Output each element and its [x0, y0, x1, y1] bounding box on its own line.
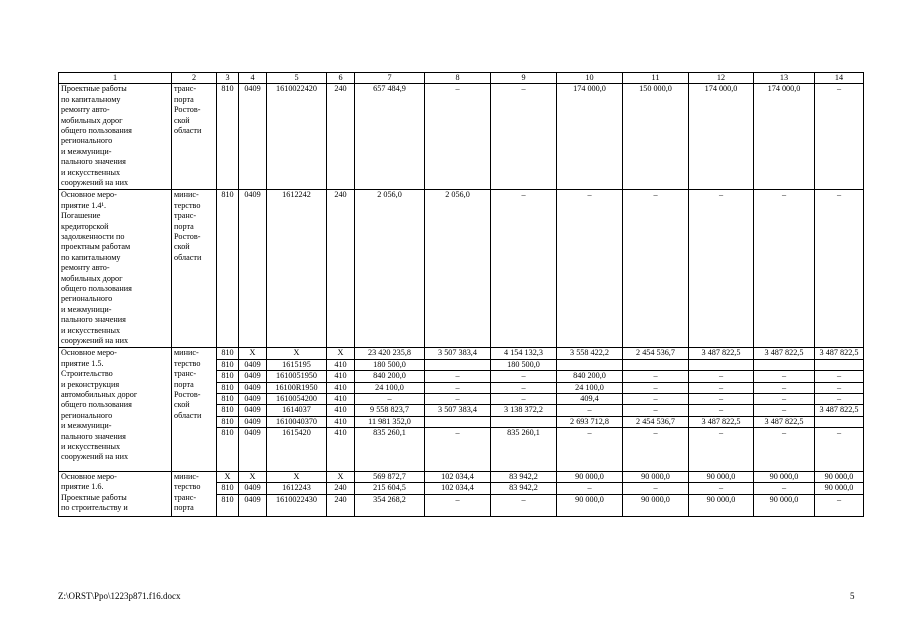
executor-cell — [172, 348, 217, 471]
value-cell: 3 507 383,4 — [425, 348, 491, 359]
value-cell: – — [557, 428, 623, 472]
footer-page-number: 5 — [850, 591, 855, 601]
activity-name-line: общего пользования — [61, 126, 132, 136]
value-cell: Х — [267, 471, 327, 482]
value-cell: – — [425, 494, 491, 517]
column-number-1: 1 — [59, 73, 172, 84]
activity-name-line: приятие 1.6. — [61, 482, 104, 492]
value-cell: – — [425, 371, 491, 382]
value-cell: – — [689, 382, 754, 393]
value-cell: 4 154 132,3 — [491, 348, 557, 359]
activity-name-line: сооружений на них — [61, 452, 129, 462]
value-cell: 2 454 536,7 — [623, 348, 689, 359]
value-cell: 1614037 — [267, 405, 327, 416]
value-cell: 0409 — [239, 428, 267, 472]
activity-name-line: пального значения — [61, 157, 126, 167]
value-cell: 102 034,4 — [425, 471, 491, 482]
value-cell: – — [623, 371, 689, 382]
value-cell: 3 487 822,5 — [815, 348, 864, 359]
value-cell: 810 — [217, 494, 239, 517]
column-number-14: 14 — [815, 73, 864, 84]
value-cell: 810 — [217, 84, 239, 190]
table-row — [59, 471, 864, 482]
executor-cell — [172, 190, 217, 348]
value-cell: 835 260,1 — [355, 428, 425, 472]
executor-line: минис- — [174, 190, 199, 200]
value-cell: 2 693 712,8 — [557, 416, 623, 427]
value-cell: – — [623, 483, 689, 494]
executor-cell — [172, 471, 217, 517]
value-cell: 3 487 822,5 — [754, 348, 815, 359]
executor-line: области — [174, 126, 202, 136]
value-cell: 3 138 372,2 — [491, 405, 557, 416]
activity-name-line: Проектные работы — [61, 84, 127, 94]
value-cell: 810 — [217, 394, 239, 405]
executor-line: транс- — [174, 369, 197, 379]
activity-name-line: регионального — [61, 136, 113, 146]
value-cell — [425, 359, 491, 370]
executor-line: области — [174, 410, 202, 420]
value-cell: – — [491, 190, 557, 348]
value-cell: 0409 — [239, 190, 267, 348]
activity-name-line: по строительству и — [61, 503, 128, 513]
value-cell: 3 558 422,2 — [557, 348, 623, 359]
value-cell: Х — [239, 471, 267, 482]
value-cell: – — [689, 405, 754, 416]
value-cell: 90 000,0 — [689, 471, 754, 482]
value-cell: – — [754, 190, 815, 348]
value-cell — [425, 416, 491, 427]
value-cell: 2 454 536,7 — [623, 416, 689, 427]
activity-name-line: Основное меро- — [61, 348, 117, 358]
value-cell: 0409 — [239, 405, 267, 416]
value-cell: – — [623, 394, 689, 405]
value-cell — [754, 359, 815, 370]
executor-line: транс- — [174, 211, 197, 221]
value-cell: 1612242 — [267, 190, 327, 348]
activity-name-line: Проектные работы — [61, 492, 127, 502]
value-cell: – — [491, 84, 557, 190]
activity-name-line: мобильных дорог — [61, 273, 123, 283]
executor-line: терство — [174, 358, 201, 368]
value-cell: 3 487 822,5 — [754, 416, 815, 427]
value-cell: 2 056,0 — [425, 190, 491, 348]
executor-line: транс- — [174, 84, 197, 94]
value-cell: – — [815, 494, 864, 517]
table-row — [59, 84, 864, 190]
activity-name-line: и реконструкция — [61, 379, 120, 389]
value-cell: – — [754, 483, 815, 494]
value-cell: 3 487 822,5 — [689, 348, 754, 359]
executor-line: порта — [174, 379, 194, 389]
activity-name-line: сооружений на них — [61, 178, 129, 188]
activity-name-line: пального значения — [61, 315, 126, 325]
value-cell: – — [623, 382, 689, 393]
value-cell: – — [557, 483, 623, 494]
value-cell: – — [425, 428, 491, 472]
value-cell: 90 000,0 — [557, 494, 623, 517]
value-cell: 24 100,0 — [557, 382, 623, 393]
value-cell — [623, 359, 689, 370]
executor-line: минис- — [174, 348, 199, 358]
value-cell: – — [355, 394, 425, 405]
activity-name-line: общего пользования — [61, 284, 132, 294]
activity-name-line: и межмуници- — [61, 146, 112, 156]
table-row — [59, 348, 864, 359]
column-number-3: 3 — [217, 73, 239, 84]
value-cell: – — [815, 84, 864, 190]
value-cell: 810 — [217, 428, 239, 472]
activity-name-line: и искусственных — [61, 325, 121, 335]
table-header-row — [59, 73, 864, 84]
activity-name-line: регионального — [61, 294, 113, 304]
value-cell: – — [754, 405, 815, 416]
value-cell: 174 000,0 — [557, 84, 623, 190]
column-number-10: 10 — [557, 73, 623, 84]
value-cell: 410 — [327, 428, 355, 472]
value-cell: – — [815, 371, 864, 382]
value-cell: 810 — [217, 483, 239, 494]
column-number-7: 7 — [355, 73, 425, 84]
value-cell: 3 507 383,4 — [425, 405, 491, 416]
value-cell — [815, 359, 864, 370]
value-cell — [491, 416, 557, 427]
activity-name-line: Основное меро- — [61, 190, 117, 200]
activity-name-line: сооружений на них — [61, 336, 129, 346]
value-cell: – — [557, 405, 623, 416]
value-cell: – — [491, 494, 557, 517]
executor-line: Ростов- — [174, 232, 201, 242]
activity-name-line: Основное меро- — [61, 471, 117, 481]
column-number-5: 5 — [267, 73, 327, 84]
column-number-9: 9 — [491, 73, 557, 84]
value-cell: 240 — [327, 84, 355, 190]
value-cell: – — [623, 405, 689, 416]
value-cell: 0409 — [239, 371, 267, 382]
value-cell: 410 — [327, 359, 355, 370]
value-cell: 810 — [217, 382, 239, 393]
value-cell: 840 200,0 — [355, 371, 425, 382]
activity-name-line: Погашение — [61, 211, 101, 221]
value-cell: – — [689, 428, 754, 472]
column-number-2: 2 — [172, 73, 217, 84]
value-cell: 810 — [217, 190, 239, 348]
value-cell: 1615195 — [267, 359, 327, 370]
value-cell: – — [623, 190, 689, 348]
value-cell: – — [754, 394, 815, 405]
value-cell: 810 — [217, 405, 239, 416]
value-cell: 23 420 235,8 — [355, 348, 425, 359]
activity-name-line: приятие 1.5. — [61, 358, 104, 368]
column-number-6: 6 — [327, 73, 355, 84]
value-cell: 83 942,2 — [491, 471, 557, 482]
value-cell: – — [623, 428, 689, 472]
value-cell: 1610051950 — [267, 371, 327, 382]
value-cell: 1610022430 — [267, 494, 327, 517]
value-cell: 2 056,0 — [355, 190, 425, 348]
activity-name-line: ремонту авто- — [61, 105, 110, 115]
value-cell: – — [815, 190, 864, 348]
value-cell: 150 000,0 — [623, 84, 689, 190]
value-cell: – — [689, 394, 754, 405]
activity-name-line: Строительство — [61, 369, 113, 379]
value-cell: – — [815, 382, 864, 393]
footer-file-path: Z:\ORST\Ppo\1223p871.f16.docx — [58, 591, 181, 601]
activity-name-line: приятие 1.4¹. — [61, 200, 106, 210]
value-cell: 16100R1950 — [267, 382, 327, 393]
executor-line: ской — [174, 242, 190, 252]
value-cell: 0409 — [239, 483, 267, 494]
value-cell: 1610040370 — [267, 416, 327, 427]
activity-name-line: автомобильных дорог — [61, 390, 138, 400]
activity-name-line: общего пользования — [61, 400, 132, 410]
value-cell: – — [491, 371, 557, 382]
value-cell: – — [689, 483, 754, 494]
budget-table — [58, 72, 864, 517]
value-cell: 90 000,0 — [815, 471, 864, 482]
value-cell: 240 — [327, 494, 355, 517]
column-number-13: 13 — [754, 73, 815, 84]
value-cell: – — [754, 428, 815, 472]
value-cell: 1615420 — [267, 428, 327, 472]
column-number-12: 12 — [689, 73, 754, 84]
value-cell: 215 604,5 — [355, 483, 425, 494]
value-cell: 0409 — [239, 359, 267, 370]
value-cell: 180 500,0 — [355, 359, 425, 370]
value-cell: Х — [267, 348, 327, 359]
activity-name-line: проектным работам — [61, 242, 131, 252]
executor-line: ской — [174, 115, 190, 125]
value-cell: 810 — [217, 371, 239, 382]
value-cell: 90 000,0 — [754, 471, 815, 482]
value-cell: – — [754, 371, 815, 382]
executor-line: терство — [174, 200, 201, 210]
value-cell: 410 — [327, 382, 355, 393]
value-cell: 410 — [327, 394, 355, 405]
value-cell: 410 — [327, 405, 355, 416]
value-cell: 240 — [327, 190, 355, 348]
value-cell: 810 — [217, 359, 239, 370]
value-cell: – — [557, 190, 623, 348]
value-cell: 102 034,4 — [425, 483, 491, 494]
value-cell: 240 — [327, 483, 355, 494]
value-cell: 180 500,0 — [491, 359, 557, 370]
value-cell: 90 000,0 — [623, 494, 689, 517]
value-cell: Х — [327, 348, 355, 359]
value-cell: 0409 — [239, 494, 267, 517]
value-cell: 810 — [217, 348, 239, 359]
value-cell: 174 000,0 — [689, 84, 754, 190]
value-cell: 410 — [327, 416, 355, 427]
activity-name-cell — [59, 471, 172, 517]
value-cell: 90 000,0 — [623, 471, 689, 482]
executor-line: минис- — [174, 471, 199, 481]
activity-name-line: и искусственных — [61, 442, 121, 452]
value-cell: – — [815, 394, 864, 405]
value-cell: 1610022420 — [267, 84, 327, 190]
value-cell: – — [425, 84, 491, 190]
value-cell: 840 200,0 — [557, 371, 623, 382]
value-cell: 657 484,9 — [355, 84, 425, 190]
executor-line: Ростов- — [174, 105, 201, 115]
value-cell: 90 000,0 — [689, 494, 754, 517]
value-cell: 3 487 822,5 — [689, 416, 754, 427]
activity-name-line: по капитальному — [61, 94, 121, 104]
executor-line: порта — [174, 503, 194, 513]
value-cell — [557, 359, 623, 370]
executor-cell — [172, 84, 217, 190]
value-cell: 90 000,0 — [815, 483, 864, 494]
activity-name-line: ремонту авто- — [61, 263, 110, 273]
value-cell: 569 872,7 — [355, 471, 425, 482]
value-cell: 90 000,0 — [557, 471, 623, 482]
value-cell: 1610054200 — [267, 394, 327, 405]
value-cell: – — [689, 190, 754, 348]
activity-name-cell — [59, 84, 172, 190]
executor-line: области — [174, 252, 202, 262]
activity-name-line: и межмуници- — [61, 304, 112, 314]
value-cell: – — [815, 428, 864, 472]
activity-name-line: мобильных дорог — [61, 115, 123, 125]
value-cell: – — [491, 382, 557, 393]
value-cell — [815, 416, 864, 427]
activity-name-cell — [59, 348, 172, 471]
value-cell: 3 487 822,5 — [815, 405, 864, 416]
column-number-11: 11 — [623, 73, 689, 84]
value-cell: – — [754, 382, 815, 393]
value-cell: 0409 — [239, 382, 267, 393]
executor-line: ской — [174, 400, 190, 410]
activity-name-line: регионального — [61, 410, 113, 420]
executor-line: Ростов- — [174, 390, 201, 400]
executor-line: порта — [174, 94, 194, 104]
activity-name-line: пального значения — [61, 431, 126, 441]
value-cell: 1612243 — [267, 483, 327, 494]
executor-line: порта — [174, 221, 194, 231]
value-cell: 835 260,1 — [491, 428, 557, 472]
value-cell: 810 — [217, 416, 239, 427]
value-cell: 0409 — [239, 84, 267, 190]
activity-name-line: и межмуници- — [61, 421, 112, 431]
activity-name-line: и искусственных — [61, 167, 121, 177]
value-cell: Х — [327, 471, 355, 482]
budget-table-sheet — [58, 72, 863, 517]
value-cell: – — [491, 394, 557, 405]
executor-line: транс- — [174, 492, 197, 502]
value-cell: 90 000,0 — [754, 494, 815, 517]
value-cell: 9 558 823,7 — [355, 405, 425, 416]
value-cell: Х — [239, 348, 267, 359]
value-cell: 410 — [327, 371, 355, 382]
activity-name-line: кредиторской — [61, 221, 109, 231]
value-cell: 174 000,0 — [754, 84, 815, 190]
activity-name-line: задолженности по — [61, 232, 125, 242]
value-cell: – — [425, 394, 491, 405]
value-cell: – — [689, 371, 754, 382]
value-cell: 0409 — [239, 416, 267, 427]
activity-name-cell — [59, 190, 172, 348]
column-number-8: 8 — [425, 73, 491, 84]
column-number-4: 4 — [239, 73, 267, 84]
value-cell: 409,4 — [557, 394, 623, 405]
value-cell: 83 942,2 — [491, 483, 557, 494]
activity-name-line: по капитальному — [61, 252, 121, 262]
value-cell: – — [425, 382, 491, 393]
value-cell: Х — [217, 471, 239, 482]
executor-line: терство — [174, 482, 201, 492]
value-cell — [689, 359, 754, 370]
value-cell: 24 100,0 — [355, 382, 425, 393]
value-cell: 0409 — [239, 394, 267, 405]
value-cell: 354 268,2 — [355, 494, 425, 517]
value-cell: 11 981 352,0 — [355, 416, 425, 427]
table-row — [59, 190, 864, 348]
